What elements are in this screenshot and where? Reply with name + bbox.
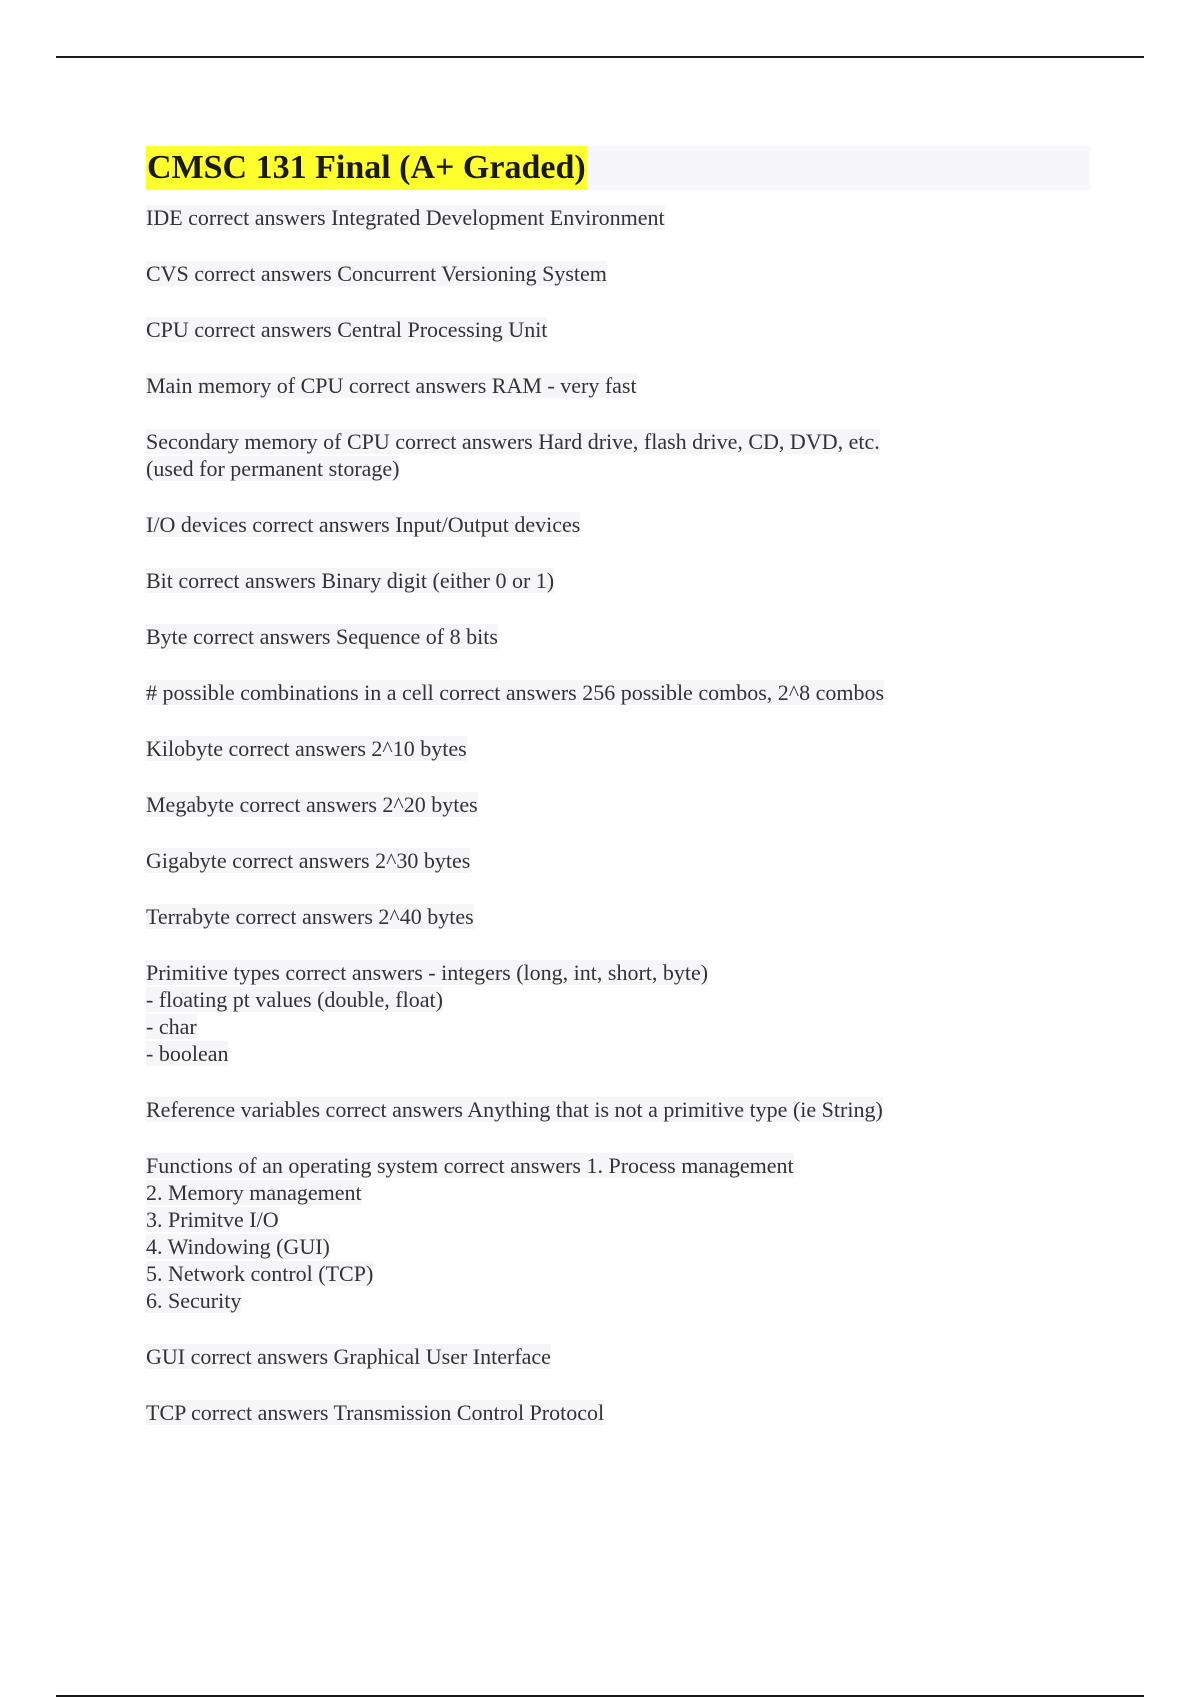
entry-text: 3. Primitve I/O	[146, 1207, 279, 1232]
entry-text: I/O devices correct answers Input/Output devices	[146, 512, 581, 537]
entry-text: Bit correct answers Binary digit (either 0 or 1)	[146, 568, 555, 593]
entry-line	[146, 372, 1090, 399]
entry-text: - boolean	[146, 1041, 229, 1066]
entry-line	[146, 847, 1090, 874]
flashcard-entry	[146, 1399, 1090, 1426]
entry-line	[146, 735, 1090, 762]
entry-text: - floating pt values (double, float)	[146, 987, 443, 1012]
entry-line	[146, 623, 1090, 650]
entry-text: Kilobyte correct answers 2^10 bytes	[146, 736, 467, 761]
flashcard-entry	[146, 1343, 1090, 1370]
entry-line	[146, 959, 1090, 986]
flashcard-entry	[146, 316, 1090, 343]
entry-line	[146, 1096, 1090, 1123]
entry-text: CPU correct answers Central Processing Unit	[146, 317, 548, 342]
entry-line	[146, 567, 1090, 594]
entry-line	[146, 1013, 1090, 1040]
entry-line	[146, 511, 1090, 538]
bottom-rule	[56, 1695, 1144, 1697]
flashcard-entry	[146, 511, 1090, 538]
entry-line	[146, 1287, 1090, 1314]
entry-text: Reference variables correct answers Anything that is not a primitive type (ie String)	[146, 1097, 883, 1122]
flashcard-entry	[146, 847, 1090, 874]
flashcard-entry	[146, 260, 1090, 287]
entry-line	[146, 679, 1090, 706]
entry-line	[146, 316, 1090, 343]
entry-text: 5. Network control (TCP)	[146, 1261, 374, 1286]
entry-text: Secondary memory of CPU correct answers Hard drive, flash drive, CD, DVD, etc.	[146, 429, 880, 454]
top-rule	[56, 56, 1144, 58]
flashcard-entry	[146, 372, 1090, 399]
flashcard-entry	[146, 1152, 1090, 1314]
flashcard-entry	[146, 567, 1090, 594]
flashcard-entry	[146, 623, 1090, 650]
title-band	[146, 146, 1090, 190]
entry-text: (used for permanent storage)	[146, 456, 400, 481]
entry-text: Primitive types correct answers - integers (long, int, short, byte)	[146, 960, 709, 985]
flashcard-entry	[146, 903, 1090, 930]
entry-text: Functions of an operating system correct answers 1. Process management	[146, 1153, 794, 1178]
entry-text: # possible combinations in a cell correct answers 256 possible combos, 2^8 combos	[146, 680, 885, 705]
entry-text: TCP correct answers Transmission Control Protocol	[146, 1400, 605, 1425]
entry-line	[146, 903, 1090, 930]
entry-line	[146, 1152, 1090, 1179]
entry-line	[146, 428, 1090, 455]
entry-text: CVS correct answers Concurrent Versioning System	[146, 261, 607, 286]
flashcard-entry	[146, 959, 1090, 1067]
document-body	[146, 146, 1090, 1455]
entry-line	[146, 1040, 1090, 1067]
entry-text: IDE correct answers Integrated Development Environment	[146, 205, 665, 230]
entry-line	[146, 791, 1090, 818]
flashcard-entry	[146, 204, 1090, 231]
entry-line	[146, 1260, 1090, 1287]
entry-text: - char	[146, 1014, 197, 1039]
page-title: CMSC 131 Final (A+ Graded)	[146, 146, 587, 190]
entry-line	[146, 986, 1090, 1013]
flashcard-entry	[146, 679, 1090, 706]
flashcard-list	[146, 204, 1090, 1426]
entry-text: 6. Security	[146, 1288, 242, 1313]
entry-line	[146, 204, 1090, 231]
entry-line	[146, 260, 1090, 287]
flashcard-entry	[146, 428, 1090, 482]
flashcard-entry	[146, 1096, 1090, 1123]
entry-text: 4. Windowing (GUI)	[146, 1234, 330, 1259]
entry-text: GUI correct answers Graphical User Interface	[146, 1344, 551, 1369]
entry-line	[146, 1343, 1090, 1370]
flashcard-entry	[146, 735, 1090, 762]
flashcard-entry	[146, 791, 1090, 818]
entry-line	[146, 1206, 1090, 1233]
entry-line	[146, 455, 1090, 482]
entry-line	[146, 1233, 1090, 1260]
entry-line	[146, 1399, 1090, 1426]
entry-text: Main memory of CPU correct answers RAM - very fast	[146, 373, 637, 398]
entry-text: Gigabyte correct answers 2^30 bytes	[146, 848, 471, 873]
entry-text: Byte correct answers Sequence of 8 bits	[146, 624, 498, 649]
entry-text: 2. Memory management	[146, 1180, 362, 1205]
entry-text: Megabyte correct answers 2^20 bytes	[146, 792, 478, 817]
entry-line	[146, 1179, 1090, 1206]
entry-text: Terrabyte correct answers 2^40 bytes	[146, 904, 474, 929]
